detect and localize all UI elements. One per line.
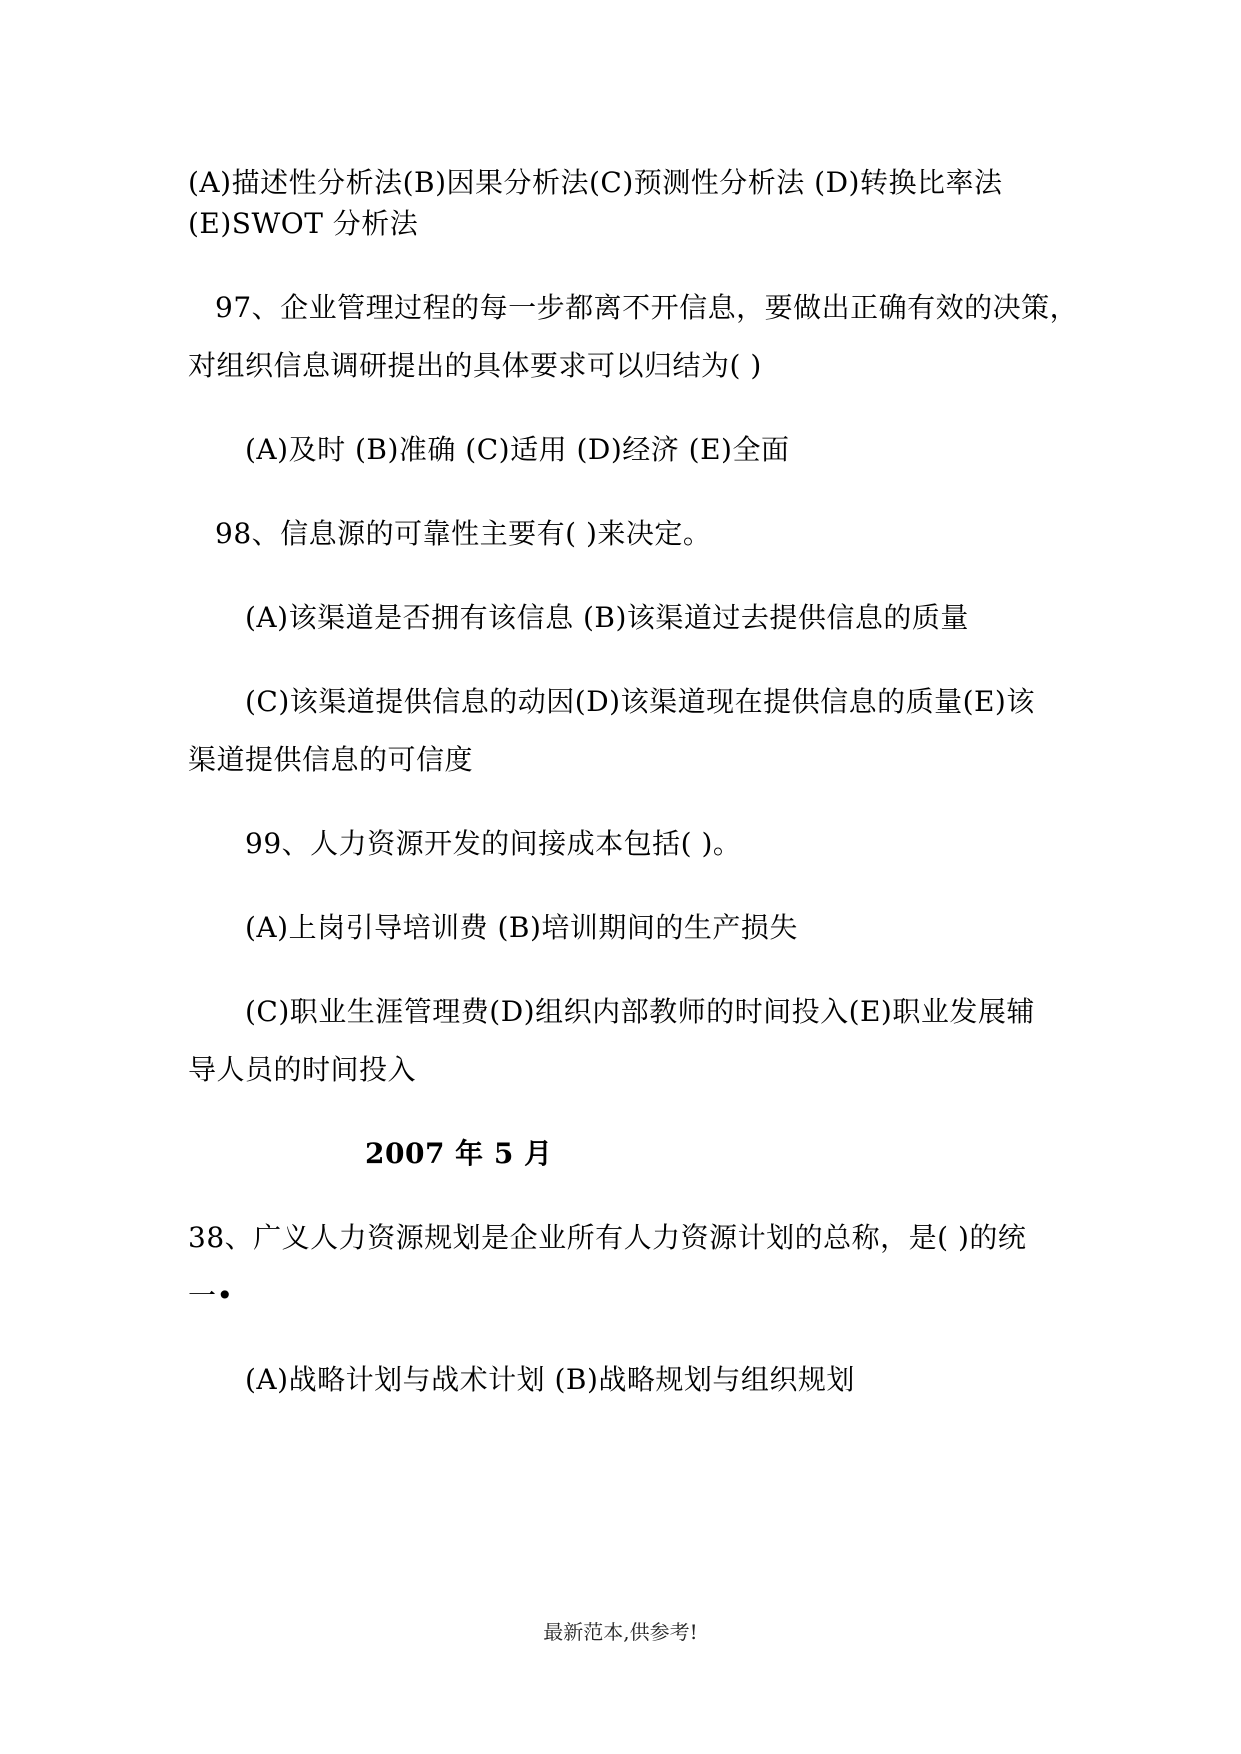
options-q96-line2: (E)SWOT 分析法 — [188, 207, 419, 240]
options-q98-line3: 渠道提供信息的可信度 — [188, 743, 474, 776]
options-q97: (A)及时 (B)准确 (C)适用 (D)经济 (E)全面 — [245, 433, 790, 466]
question-98: 98、信息源的可靠性主要有( )来决定。 — [215, 517, 712, 550]
page-footer: 最新范本,供参考! — [543, 1620, 698, 1644]
question-38-line2: 一• — [188, 1279, 234, 1312]
options-q99-line3: 导人员的时间投入 — [188, 1053, 417, 1086]
question-97-line1: 97、企业管理过程的每一步都离不开信息，要做出正确有效的决策， — [215, 291, 1079, 324]
options-q98-line1: (A)该渠道是否拥有该信息 (B)该渠道过去提供信息的质量 — [245, 601, 969, 634]
options-q38-line1: (A)战略计划与战术计划 (B)战略规划与组织规划 — [245, 1363, 855, 1396]
question-99: 99、人力资源开发的间接成本包括( )。 — [245, 827, 742, 860]
section-heading-date: 2007 年 5 月 — [365, 1137, 553, 1170]
question-97-line2: 对组织信息调研提出的具体要求可以归结为( ) — [188, 349, 762, 382]
options-q99-line1: (A)上岗引导培训费 (B)培训期间的生产损失 — [245, 911, 798, 944]
options-q96-line1: (A)描述性分析法(B)因果分析法(C)预测性分析法 (D)转换比率法 — [188, 166, 1003, 199]
options-q99-line2: (C)职业生涯管理费(D)组织内部教师的时间投入(E)职业发展辅 — [245, 995, 1035, 1028]
question-38-line1: 38、广义人力资源规划是企业所有人力资源计划的总称，是( )的统 — [188, 1221, 1027, 1254]
options-q98-line2: (C)该渠道提供信息的动因(D)该渠道现在提供信息的质量(E)该 — [245, 685, 1035, 718]
